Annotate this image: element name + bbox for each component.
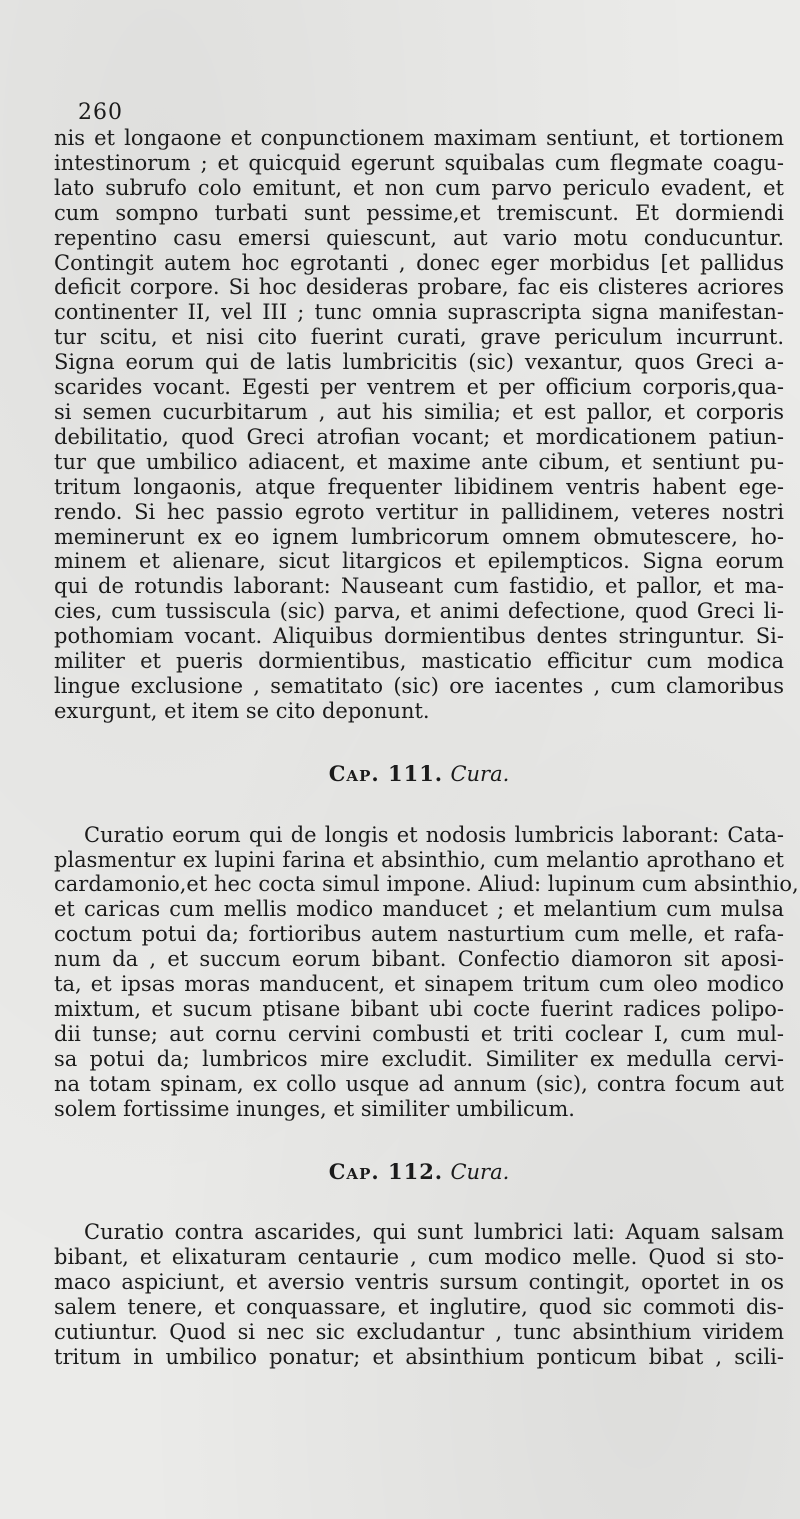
paragraph-cure-long-worms: [54, 822, 799, 1122]
text-line: debilitatio, quod Greci atrofian vocant; et mordicationem patiun-: [54, 424, 784, 449]
chapter-number: Cap. 112.: [328, 1158, 444, 1184]
text-line: plasmentur ex lupini farina et absinthio, cum melantio aprothano et: [54, 847, 784, 872]
paragraph-symptoms: [54, 126, 784, 724]
text-line: tur que umbilico adiacent, et maxime ante cibum, et sentiunt pu-: [54, 449, 784, 474]
text-line: intestinorum ; et quicquid egerunt squibalas cum flegmate coagu-: [54, 150, 784, 175]
text-line: tritum longaonis, atque frequenter libidinem ventris habent ege-: [54, 474, 784, 499]
text-line: continenter II, vel III ; tunc omnia suprascripta signa manifestan-: [54, 300, 784, 325]
text-line: pothomiam vocant. Aliquibus dormientibus dentes stringuntur. Si-: [54, 624, 784, 649]
text-line: cies, cum tussiscula (sic) parva, et animi defectione, quod Greci li-: [54, 599, 784, 624]
text-line: cum sompno turbati sunt pessime,et tremiscunt. Et dormiendi: [54, 200, 784, 225]
text-line: meminerunt ex eo ignem lumbricorum omnem obmutescere, ho-: [54, 524, 784, 549]
text-line: dii tunse; aut cornu cervini combusti et triti coclear I, cum mul-: [54, 1021, 784, 1046]
chapter-number: Cap. 111.: [328, 760, 444, 786]
chapter-title: Cura.: [450, 761, 510, 786]
text-line: cardamonio,et hec cocta simul impone. Aliud: lupinum cum absinthio,: [54, 872, 799, 897]
text-line: Curatio contra ascarides, qui sunt lumbrici lati: Aquam salsam: [84, 1220, 784, 1245]
text-line: Curatio eorum qui de longis et nodosis lumbricis laborant: Cata-: [84, 822, 784, 847]
text-line: ta, et ipsas moras manducent, et sinapem tritum cum oleo modico: [54, 972, 784, 997]
page-number: 260: [78, 100, 123, 125]
chapter-title: Cura.: [450, 1159, 510, 1184]
text-line: cutiuntur. Quod si nec sic excludantur , tunc absinthium viridem: [54, 1320, 784, 1345]
text-line: bibant, et elixaturam centaurie , cum modico melle. Quod si sto-: [54, 1245, 784, 1270]
text-line: salem tenere, et conquassare, et inglutire, quod sic commoti dis-: [54, 1295, 784, 1320]
text-line: lato subrufo colo emitunt, et non cum parvo periculo evadent, et: [54, 175, 784, 200]
text-line: sa potui da; lumbricos mire excludit. Similiter ex medulla cervi-: [54, 1046, 784, 1071]
text-line: nis et longaone et conpunctionem maximam sentiunt, et tortionem: [54, 126, 784, 150]
text-line: tur scitu, et nisi cito fuerint curati, grave periculum incurrunt.: [54, 325, 784, 350]
text-line: repentino casu emersi quiescunt, aut vario motu conducuntur.: [54, 225, 784, 250]
text-line: lingue exclusione , sematitato (sic) ore iacentes , cum clamoribus: [54, 673, 784, 698]
text-line: scarides vocant. Egesti per ventrem et per officium corporis,qua-: [54, 375, 784, 400]
text-line: mixtum, et sucum ptisane bibant ubi cocte fuerint radices polipo-: [54, 997, 784, 1021]
chapter-heading-111: [54, 762, 784, 787]
text-line: solem fortissime inunges, et similiter umbilicum.: [54, 1096, 575, 1121]
text-line: num da , et succum eorum bibant. Confectio diamoron sit aposi-: [54, 947, 784, 972]
text-line: tritum in umbilico ponatur; et absinthium ponticum bibat , scili-: [54, 1344, 784, 1369]
text-line: minem et alienare, sicut litargicos et epilempticos. Signa eorum: [54, 549, 784, 574]
text-line: Signa eorum qui de latis lumbricitis (sic) vexantur, quos Greci a-: [54, 350, 784, 375]
text-line: exurgunt, et item se cito deponunt.: [54, 698, 430, 723]
text-line: deficit corpore. Si hoc desideras probare, fac eis clisteres acriores: [54, 275, 784, 300]
text-line: coctum potui da; fortioribus autem nasturtium cum melle, et rafa-: [54, 922, 784, 947]
text-line: et caricas cum mellis modico manducet ; et melantium cum mulsa: [54, 897, 784, 922]
text-line: si semen cucurbitarum , aut his similia; et est pallor, et corporis: [54, 399, 784, 424]
text-line: na totam spinam, ex collo usque ad annum (sic), contra focum aut: [54, 1071, 784, 1096]
chapter-heading-112: [54, 1160, 784, 1185]
text-line: maco aspiciunt, et aversio ventris sursum contingit, oportet in os: [54, 1270, 784, 1295]
paragraph-cure-ascarides: [54, 1220, 784, 1369]
text-line: rendo. Si hec passio egroto vertitur in pallidinem, veteres nostri: [54, 499, 784, 524]
text-line: militer et pueris dormientibus, masticatio efficitur cum modica: [54, 649, 784, 674]
body-text: [54, 126, 799, 1370]
text-line: Contingit autem hoc egrotanti , donec eger morbidus [et pallidus: [54, 250, 784, 275]
text-line: qui de rotundis laborant: Nauseant cum fastidio, et pallor, et ma-: [54, 574, 784, 599]
